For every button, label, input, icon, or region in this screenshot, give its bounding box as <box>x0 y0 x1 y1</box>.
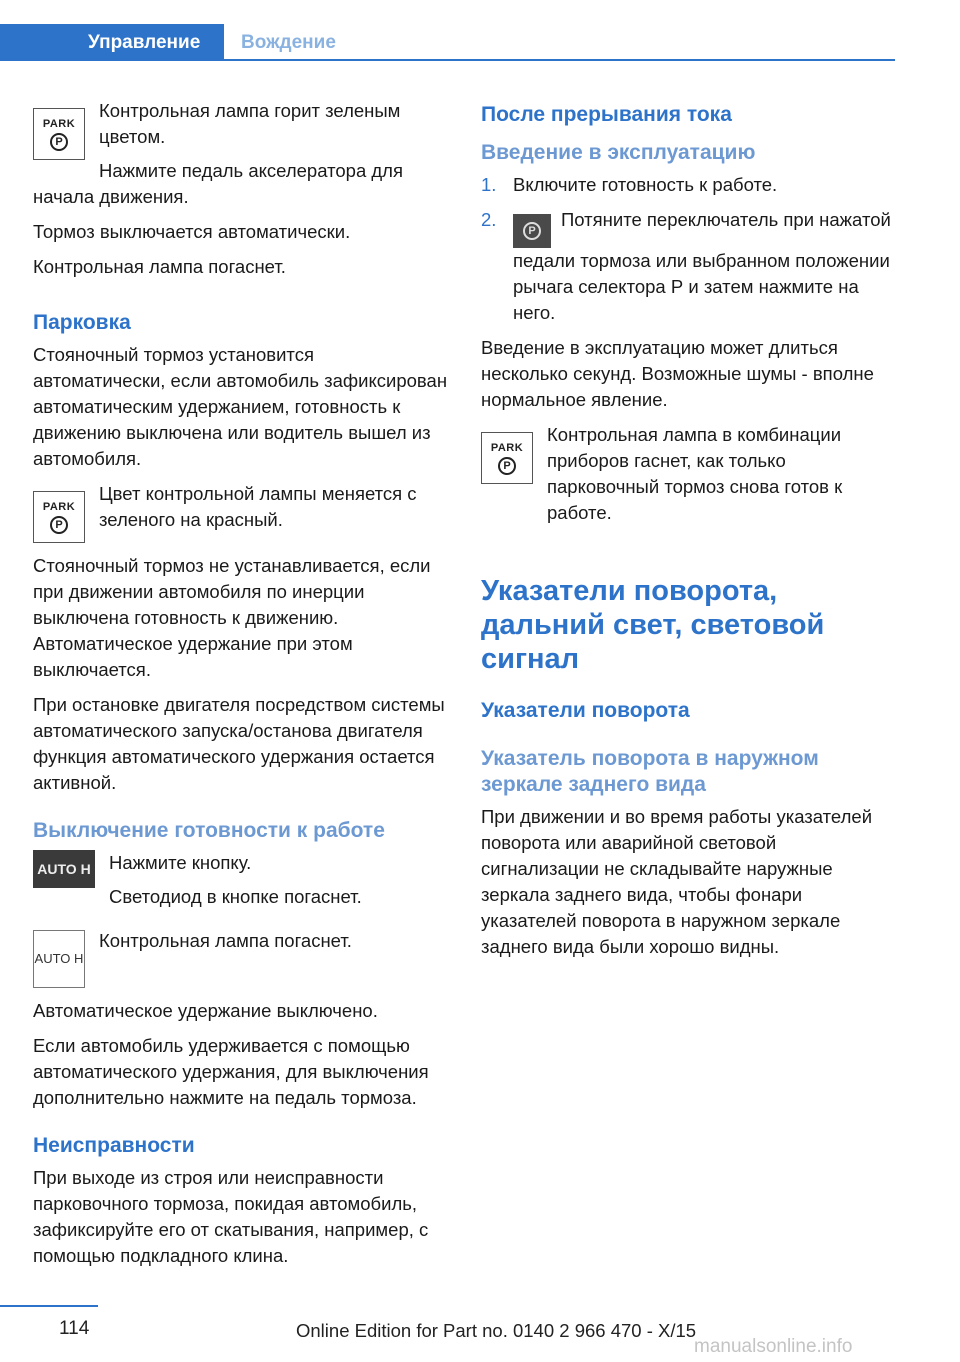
edition-text: Online Edition for Part no. 0140 2 966 470 - X/15 <box>296 1320 697 1341</box>
paragraph: Стояночный тормоз не устанавливается, если при движении автомобиля по инерции выключена готовность к движению. Автоматическое удержание при этом выключается. <box>33 555 431 680</box>
footer-line <box>0 1305 98 1307</box>
paragraph: Нажмите педаль акселератора для <box>99 160 403 181</box>
list-item: 1. Включите готовность к работе. <box>481 174 778 195</box>
paragraph: Введение в эксплуатацию может длиться несколько секунд. Возможные шумы - вполне нормальное явление. <box>481 337 874 410</box>
steps-list <box>481 172 899 326</box>
paragraph: начала движения. <box>33 186 189 207</box>
page-number: 114 <box>59 1318 90 1339</box>
heading-mirror: Указатель поворота в наружном зеркале заднего вида <box>481 747 819 796</box>
tab-vozhdenie[interactable]: Вождение <box>241 32 336 53</box>
park-indicator-icon: PARK P <box>33 108 85 160</box>
heading-parking: Парковка <box>33 311 131 334</box>
paragraph: При движении и во время работы указателей поворота или аварийной световой сигнализации не складывайте наружные зеркала заднего вида, чтобы фонари указателей поворота в наружном зеркале заднего вида были хорошо видны. <box>481 806 873 957</box>
paragraph: Стояночный тормоз установится автоматически, если автомобиль зафиксирован автоматическим удержанием, готовность к движению выключена или водитель вышел из автомобиля. <box>33 344 448 469</box>
paragraph: Светодиод в кнопке погаснет. <box>109 886 362 907</box>
watermark: manualsonline.info <box>694 1336 853 1357</box>
auto-h-button-icon: AUTO H <box>33 850 95 888</box>
park-indicator-icon: PARK P <box>33 491 85 543</box>
right-column <box>481 98 899 969</box>
paragraph: Контрольная лампа погаснет. <box>99 930 352 951</box>
header-line <box>224 59 895 61</box>
heading-turn: Указатели поворота <box>481 699 690 722</box>
paragraph: Контрольная лампа в комбинации приборов гаснет, как только парковочный тормоз снова готов к работе. <box>547 424 843 523</box>
paragraph: Контрольная лампа горит зеленым цветом. <box>99 100 401 147</box>
list-item: 2. P Потяните переключатель при нажатой педали тормоза или выбранном положении рычага селектора Р и затем нажмите на него. <box>481 209 891 323</box>
paragraph: Цвет контрольной лампы меняется с зеленого на красный. <box>99 483 417 530</box>
heading-power: После прерывания тока <box>481 103 732 126</box>
paragraph: Нажмите кнопку. <box>109 852 252 873</box>
paragraph: Если автомобиль удерживается с помощью автоматического удержания, для выключения дополнительно нажмите на педаль тормоза. <box>33 1035 429 1108</box>
paragraph: Контрольная лампа погаснет. <box>33 256 286 277</box>
parking-brake-switch-icon: P <box>513 214 551 248</box>
paragraph: При остановке двигателя посредством системы автоматического запуска/останова двигателя функция автоматического удержания остается активной. <box>33 694 445 793</box>
paragraph: Тормоз выключается автоматически. <box>33 221 351 242</box>
tab-upravlenie[interactable]: Управление <box>88 32 201 53</box>
heading-commission: Введение в эксплуатацию <box>481 141 756 164</box>
paragraph: Автоматическое удержание выключено. <box>33 1000 378 1021</box>
park-indicator-icon: PARK P <box>481 432 533 484</box>
auto-h-indicator-icon: AUTO H <box>33 930 85 988</box>
heading-off: Выключение готовности к работе <box>33 819 385 842</box>
heading-faults: Неисправности <box>33 1134 195 1157</box>
heading-big: Указатели поворота, дальний свет, световой сигнал <box>481 575 825 675</box>
left-column <box>33 98 451 1278</box>
paragraph: При выходе из строя или неисправности парковочного тормоза, покидая автомобиль, зафиксируйте его от скатывания, например, с помощью подкладного клина. <box>33 1167 429 1266</box>
